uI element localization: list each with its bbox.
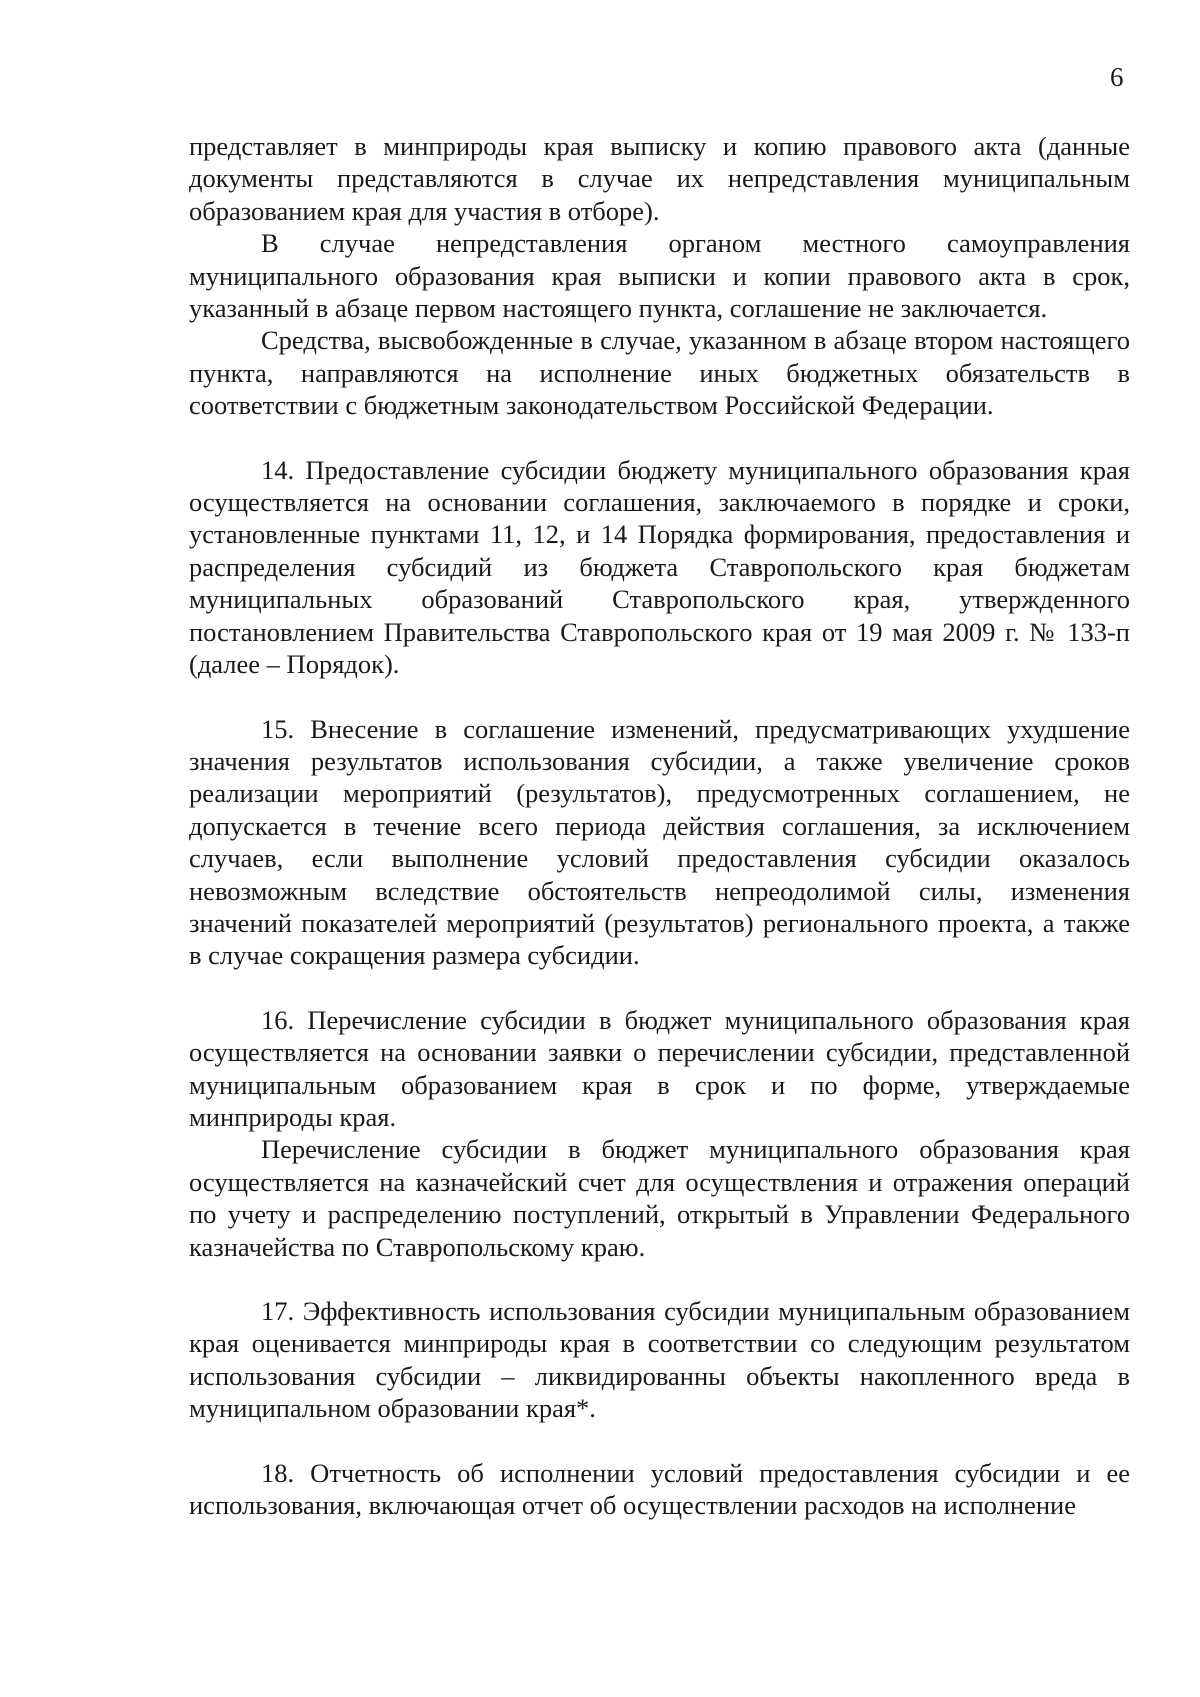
page-number: 6 [1110,62,1124,92]
paragraph-item-17: 17. Эффективность использования субсидии муниципальным образованием края оценивается минприроды края в соответствии со следующим результатом использования субсидии – ликвидированны объекты накопленного вреда в муниципальном образовании края*. [189,1296,1130,1424]
paragraph-item-16: 16. Перечисление субсидии в бюджет муниципального образования края осуществляется на основании заявки о перечислении субсидии, представленной муниципальным образованием края в срок и по форме, утверждаемые минприроды края. [189,1004,1130,1132]
paragraph-item-18: 18. Отчетность об исполнении условий предоставления субсидии и ее использования, включающая отчет об осуществлении расходов на исполнение [189,1457,1130,1521]
paragraph-continuation: представляет в минприроды края выписку и копию правового акта (данные документы представляются в случае их непредставления муниципальным образованием края для участия в отборе). [189,131,1130,226]
paragraph: В случае непредставления органом местного самоуправления муниципального образования края выписки и копии правового акта в срок, указанный в абзаце первом настоящего пункта, соглашение не заключается. [189,228,1130,324]
paragraph-item-14: 14. Предоставление субсидии бюджету муниципального образования края осуществляется на основании соглашения, заключаемого в порядке и сроки, установленные пунктами 11, 12, и 14 Порядка формирования, предоставления и распределения субсидий из бюджета Ставропольского края бюджетам муниципальных образований Ставропольского края, утвержденного постановлением Правительства Ставропольского края от 19 мая 2009 г. № 133-п (далее – Порядок). [189,454,1130,680]
paragraph-item-15: 15. Внесение в соглашение изменений, предусматривающих ухудшение значения результатов использования субсидии, а также увеличение сроков реализации мероприятий (результатов), предусмотренных соглашением, не допускается в течение всего периода действия соглашения, за исключением случаев, если выполнение условий предоставления субсидии оказалось невозможным вследствие обстоятельств непреодолимой силы, изменения значений показателей мероприятий (результатов) регионального проекта, а также в случае сокращения размера субсидии. [189,713,1130,971]
paragraph: Средства, высвобожденные в случае, указанном в абзаце втором настоящего пункта, направляются на исполнение иных бюджетных обязательств в соответствии с бюджетным законодательством Российской Федерации. [189,325,1130,421]
paragraph: Перечисление субсидии в бюджет муниципального образования края осуществляется на казначейский счет для осуществления и отражения операций по учету и распределению поступлений, открытый в Управлении Федерального казначейства по Ставропольскому краю. [189,1134,1130,1262]
document-body [189,130,1130,1521]
